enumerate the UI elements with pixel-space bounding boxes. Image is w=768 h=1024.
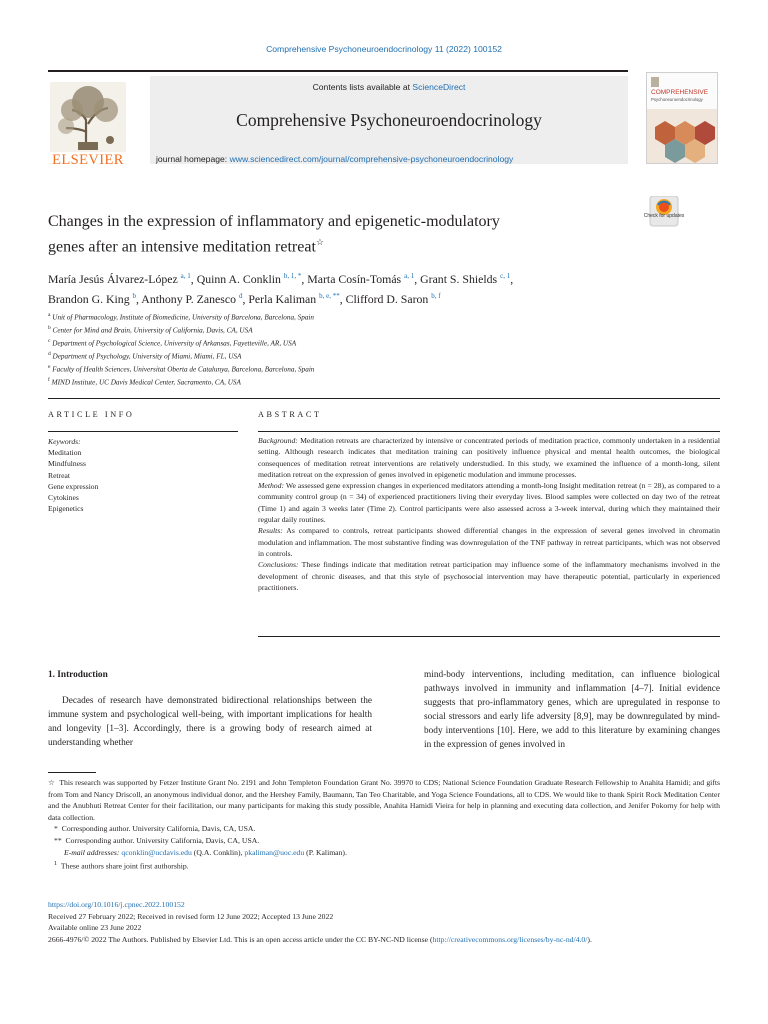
body-paragraph: mind-body interventions, including meditation, can influence biological pathways involved in immunity and inflammation [4–7]. Initial evidence suggests that pro-inflammatory genes, which are upregulated in response to social stressors and early life adversity [8,9], may be downregulated by mind-body interventions [10]. Here, we add to this literature by examining changes in the expression of genes involved in	[424, 670, 720, 750]
available-online-date: Available online 23 June 2022	[48, 923, 142, 933]
affiliation-text: Department of Psychological Science, University of Arkansas, Fayetteville, AR, USA	[52, 339, 297, 348]
cover-art-image	[647, 109, 718, 164]
author-name[interactable]: Perla Kaliman	[248, 291, 317, 306]
author-name[interactable]: Clifford D. Saron	[345, 291, 429, 306]
abstract-label: Method:	[258, 481, 285, 491]
abstract-text: We assessed gene expression changes in experienced meditators attending a month-long Insight meditation retreat (n = 28), as compared to a community control group (n = 34) of experienced practitioners living their everyday lives. Blood samples were collected on day two of the retreat (Time 1) and again 3 weeks later (Time 2). Control participants were also assessed across a 3-week interval, during which they maintained their regular daily routines.	[258, 481, 720, 525]
license-text: ).	[587, 934, 592, 944]
abstract-text: These findings indicate that meditation retreat participation may influence some of the inflammatory mechanisms involved in the development of chronic diseases, and that this style of psychosocial intervention may have therapeutic potential, particularly in experienced practitioners.	[258, 560, 720, 592]
author-affiliation-marks[interactable]: a, 1	[404, 272, 415, 280]
footnote-text: These authors share joint first authorship.	[60, 861, 189, 871]
masthead-center-panel	[150, 76, 628, 164]
author-affiliation-marks[interactable]: a, 1	[180, 272, 191, 280]
title-footnote-mark[interactable]: ☆	[315, 237, 324, 247]
article-info-heading: ARTICLE INFO	[48, 410, 135, 419]
journal-cover-thumbnail[interactable]	[646, 72, 718, 164]
affiliation-key: f	[48, 376, 50, 383]
email-link[interactable]: qconklin@ucdavis.edu	[121, 847, 192, 857]
author-name[interactable]: Anthony P. Zanesco	[141, 291, 236, 306]
footnote-mark: ☆	[48, 778, 56, 787]
corresponding-author-footnote	[48, 835, 720, 847]
author-name[interactable]: Brandon G. King	[48, 291, 130, 306]
affiliation-key: b	[48, 324, 51, 331]
footnote-mark: 1	[54, 860, 58, 868]
author-name[interactable]: María Jesús Álvarez-López	[48, 271, 178, 286]
abstract-heading: ABSTRACT	[258, 410, 322, 419]
abstract-text: As compared to controls, retreat participants showed differential changes in the expression of several genes involved in chromatin modulation and inflammation. The most substantive finding was downregulation of the TNF pathway in retreat participants, which was not observed in controls.	[258, 526, 720, 558]
affiliation-text: Faculty of Health Sciences, Universitat Oberta de Catalunya, Barcelona, Barcelona, Spain	[52, 365, 315, 374]
abstract-label: Background:	[258, 436, 298, 445]
elsevier-mini-icon	[651, 77, 659, 87]
journal-title: Comprehensive Psychoneuroendocrinology	[236, 110, 542, 130]
affiliation-key: c	[48, 337, 51, 344]
article-title-line2: genes after an intensive meditation retreat	[48, 238, 316, 256]
abstract-method	[258, 480, 720, 525]
license-text: 2666-4976/© 2022 The Authors. Published by Elsevier Ltd. This is an open access article under the CC BY-NC-ND license (	[48, 934, 433, 944]
body-paragraph: Decades of research have demonstrated bidirectional relationships between the immune system and psychological well-being, with important implications for health and longevity [1–3]. Accordingly, there is a growing body of research aimed at understanding whether	[48, 696, 372, 748]
body-column-right	[424, 668, 720, 752]
keyword-item: Meditation	[48, 448, 82, 458]
abstract-label: Results:	[258, 526, 283, 536]
keyword-item: Cytokines	[48, 493, 79, 503]
abstract-label: Conclusions:	[258, 560, 299, 570]
affiliation-item	[48, 310, 668, 323]
email-owner: (P. Kaliman).	[304, 847, 347, 857]
affiliation-item	[48, 336, 668, 349]
email-label: E-mail addresses:	[64, 847, 120, 857]
corresponding-author-footnote	[48, 823, 720, 835]
contents-prefix: Contents lists available at	[312, 82, 413, 92]
author-affiliation-marks[interactable]: b, 1, *	[283, 272, 302, 280]
section-heading-introduction: 1. Introduction	[48, 670, 108, 680]
abstract-conclusions	[258, 559, 720, 593]
email-link[interactable]: pkaliman@uoc.edu	[244, 847, 305, 857]
joint-authorship-footnote	[48, 858, 720, 872]
author-affiliation-marks[interactable]: b, f	[431, 291, 441, 300]
body-column-left	[48, 668, 372, 750]
doi-link[interactable]: https://doi.org/10.1016/j.cpnec.2022.100152	[48, 900, 185, 909]
journal-reference[interactable]: Comprehensive Psychoneuroendocrinology 11 (2022) 100152	[266, 44, 502, 54]
email-footnote	[48, 847, 720, 859]
keyword-item: Retreat	[48, 470, 70, 480]
sciencedirect-link[interactable]: ScienceDirect	[412, 82, 466, 92]
keyword-item: Epigenetics	[48, 504, 84, 514]
affiliations-list	[48, 310, 668, 388]
homepage-label: journal homepage:	[156, 154, 230, 164]
keyword-item: Gene expression	[48, 481, 99, 491]
section-divider	[48, 398, 720, 399]
received-dates: Received 27 February 2022; Received in revised form 12 June 2022; Accepted 13 June 2022	[48, 911, 334, 921]
affiliation-text: Department of Psychology, University of Miami, Miami, FL, USA	[52, 352, 242, 361]
abstract-rule	[258, 431, 720, 432]
footnote-mark: **	[54, 835, 62, 845]
affiliation-key: e	[48, 363, 51, 370]
abstract-results	[258, 525, 720, 559]
footnote-text: Corresponding author. University California, Davis, CA, USA.	[65, 835, 260, 845]
affiliation-text: Center for Mind and Brain, University of California, Davis, CA, USA	[52, 326, 253, 335]
article-info-rule	[48, 431, 238, 432]
article-title	[48, 212, 608, 257]
affiliation-item	[48, 375, 668, 388]
author-affiliation-marks[interactable]: b, e, **	[319, 291, 340, 300]
keyword-item: Mindfulness	[48, 459, 86, 469]
author-affiliation-marks[interactable]: b	[132, 291, 137, 300]
homepage-line	[156, 154, 513, 164]
email-owner: (Q.A. Conklin),	[191, 847, 245, 857]
affiliation-key: a	[48, 312, 51, 318]
cover-title: COMPREHENSIVE	[651, 89, 709, 96]
author-name[interactable]: Grant S. Shields	[420, 271, 498, 286]
footnote-text: This research was supported by Fetzer Institute Grant No. 2191 and John Templeton Foundation Grant No. 39970 to CDS; National Science Foundation Graduate Research Fellowship to Anahita Hamidi; and gifts from Tom and Nancy Driscoll, an anonymous individual donor, and the Hershey Family, Baumann, Tan Teo Charitable, and Yoga Science Foundations, all to CDS. We would like to thank Spirit Rock Meditation Center and the Anubhuti Retreat Center for their facilitation, our many participants for making this study possible, Anahita Hamidi Vieira for help in planning and executing data collection, and Jenifer Pokorny for help with data collection.	[48, 778, 720, 822]
author-name[interactable]: Quinn A. Conklin	[196, 271, 281, 286]
journal-homepage-link[interactable]: www.sciencedirect.com/journal/comprehensive-psychoneuroendocrinology	[229, 154, 514, 164]
author-list: María Jesús Álvarez-López $^{a, 1}$, Quinn A. Conklin $^{b, 1, *}$, Marta Cosín-Tomás $^{a, 1}$, Grant S. Shields $^{c, 1}$, Brandon G. King $^b$, Anthony P. Zanesco $^d$, Perla Kaliman $^{b, e, **}$, Clifford D. Saron $^{b, f}$	[48, 271, 514, 306]
footnote-mark: *	[54, 824, 58, 834]
license-link[interactable]: http://creativecommons.org/licenses/by-nc-nd/4.0/	[432, 934, 588, 944]
publication-info	[48, 899, 720, 945]
keywords-block	[48, 436, 228, 514]
footnote-rule	[48, 772, 96, 773]
publisher-logo-text: ELSEVIER	[52, 152, 124, 168]
journal-masthead	[48, 70, 628, 168]
author-affiliation-marks[interactable]: c, 1	[500, 272, 511, 280]
affiliation-item	[48, 323, 668, 336]
abstract-background	[258, 435, 720, 480]
abstract-bottom-rule	[258, 636, 720, 637]
funding-footnote	[48, 777, 720, 823]
keywords-label: Keywords:	[48, 437, 81, 446]
author-affiliation-marks[interactable]: d	[238, 291, 243, 300]
check-for-updates-label[interactable]: Check for updates	[643, 213, 685, 219]
abstract-text: Meditation retreats are characterized by intensive or concentrated periods of meditation practice, commonly undertaken in a residential setting. Although research indicates that meditation training can positively influence physical and mental health outcomes, the biological consequences of meditation retreat interventions are relatively understudied. In this study, we examined the influence of a month-long, silent meditation retreat on the expression of genes involved in epigenetic modulation and immune processes.	[258, 436, 720, 479]
affiliation-key: d	[48, 350, 51, 357]
contents-line	[150, 82, 628, 92]
article-title-line1: Changes in the expression of inflammatory and epigenetic-modulatory	[48, 213, 500, 230]
affiliation-item	[48, 362, 668, 375]
cover-subtitle: Psychoneuroendocrinology	[651, 97, 703, 102]
affiliation-item	[48, 349, 668, 362]
author-name[interactable]: Marta Cosín-Tomás	[307, 271, 402, 286]
affiliation-text: MIND Institute, UC Davis Medical Center, Sacramento, CA, USA	[51, 378, 241, 387]
license-statement	[48, 934, 720, 946]
affiliation-text: Unit of Pharmacology, Institute of Biomedicine, University of Barcelona, Barcelona, Spain	[52, 313, 315, 322]
abstract-body	[258, 435, 720, 593]
footnotes-block	[48, 777, 720, 872]
footnote-text: Corresponding author. University California, Davis, CA, USA.	[61, 824, 256, 834]
